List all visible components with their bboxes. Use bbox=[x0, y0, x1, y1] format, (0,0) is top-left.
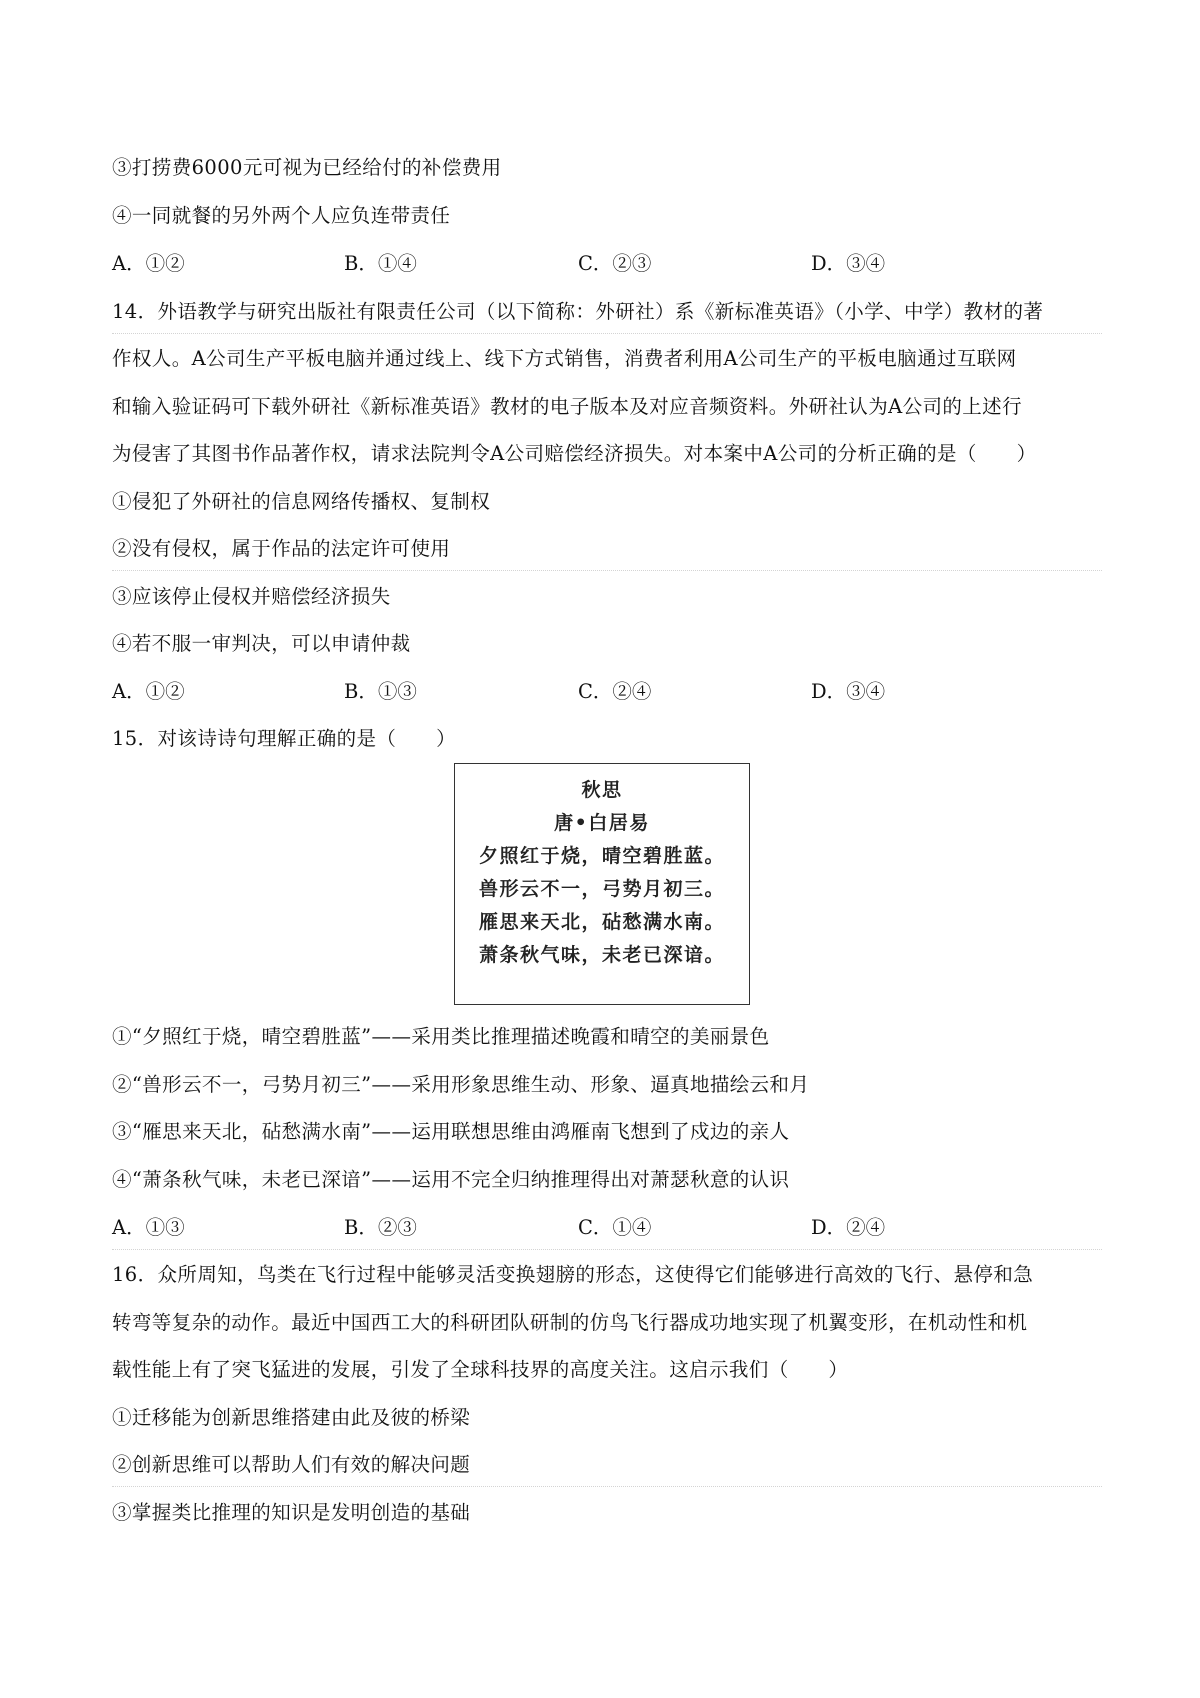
q15-option-b: B．②③ bbox=[344, 1216, 417, 1239]
poem-line-4: 萧条秋气味，未老已深谙。 bbox=[478, 944, 725, 966]
q13-option-a: A．①② bbox=[112, 252, 185, 275]
dotted-divider bbox=[112, 333, 1102, 334]
poem-line-2: 兽形云不一，弓势月初三。 bbox=[478, 878, 725, 900]
q14-stem-line-4: 为侵害了其图书作品著作权，请求法院判令A公司赔偿经济损失。对本案中A公司的分析正确的是（ ） bbox=[112, 442, 1037, 465]
q14-stem-line-1: 14．外语教学与研究出版社有限责任公司（以下简称：外研社）系《新标准英语》（小学、中学）教材的著 bbox=[112, 300, 1044, 323]
q15-item-2: ②“兽形云不一，弓势月初三”——采用形象思维生动、形象、逼真地描绘云和月 bbox=[112, 1073, 810, 1096]
q13-option-b: B．①④ bbox=[344, 252, 417, 275]
q14-item-4: ④若不服一审判决，可以申请仲裁 bbox=[112, 632, 411, 655]
q15-item-1: ①“夕照红于烧，晴空碧胜蓝”——采用类比推理描述晚霞和晴空的美丽景色 bbox=[112, 1025, 770, 1048]
q13-option-d: D．③④ bbox=[811, 252, 886, 275]
q15-item-3: ③“雁思来天北，砧愁满水南”——运用联想思维由鸿雁南飞想到了戍边的亲人 bbox=[112, 1120, 790, 1143]
dotted-divider bbox=[112, 1249, 1102, 1250]
poem-author: 唐•白居易 bbox=[554, 812, 650, 834]
q15-stem: 15．对该诗诗句理解正确的是（ ） bbox=[112, 727, 457, 750]
q15-option-d: D．②④ bbox=[811, 1216, 886, 1239]
q16-item-3: ③掌握类比推理的知识是发明创造的基础 bbox=[112, 1501, 471, 1524]
q15-option-a: A．①③ bbox=[112, 1216, 185, 1239]
q14-item-3: ③应该停止侵权并赔偿经济损失 bbox=[112, 585, 391, 608]
dotted-divider bbox=[112, 570, 1102, 571]
q14-stem-line-2: 作权人。A公司生产平板电脑并通过线上、线下方式销售，消费者利用A公司生产的平板电脑通过互联网 bbox=[112, 347, 1017, 370]
q15-item-4: ④“萧条秋气味，未老已深谙”——运用不完全归纳推理得出对萧瑟秋意的认识 bbox=[112, 1168, 790, 1191]
q16-item-1: ①迁移能为创新思维搭建由此及彼的桥梁 bbox=[112, 1406, 471, 1429]
poem-line-3: 雁思来天北，砧愁满水南。 bbox=[478, 911, 725, 933]
q13-option-c: C．②③ bbox=[578, 252, 652, 275]
q16-stem-line-1: 16．众所周知，鸟类在飞行过程中能够灵活变换翅膀的形态，这使得它们能够进行高效的飞行、悬停和急 bbox=[112, 1263, 1034, 1286]
q16-item-2: ②创新思维可以帮助人们有效的解决问题 bbox=[112, 1453, 471, 1476]
poem-title: 秋思 bbox=[581, 779, 623, 801]
q14-item-2: ②没有侵权，属于作品的法定许可使用 bbox=[112, 537, 451, 560]
q14-stem-line-3: 和输入验证码可下载外研社《新标准英语》教材的电子版本及对应音频资料。外研社认为A公司的上述行 bbox=[112, 395, 1022, 418]
poem-line-1: 夕照红于烧，晴空碧胜蓝。 bbox=[478, 845, 725, 867]
q14-option-a: A．①② bbox=[112, 680, 185, 703]
q14-option-c: C．②④ bbox=[578, 680, 652, 703]
poem-box bbox=[454, 763, 750, 1005]
q13-item-3: ③打捞费6000元可视为已经给付的补偿费用 bbox=[112, 156, 502, 179]
q16-stem-line-2: 转弯等复杂的动作。最近中国西工大的科研团队研制的仿鸟飞行器成功地实现了机翼变形，在机动性和机 bbox=[112, 1311, 1028, 1334]
q15-option-c: C．①④ bbox=[578, 1216, 652, 1239]
q14-option-b: B．①③ bbox=[344, 680, 417, 703]
q13-item-4: ④一同就餐的另外两个人应负连带责任 bbox=[112, 204, 451, 227]
q14-option-d: D．③④ bbox=[811, 680, 886, 703]
q16-stem-line-3: 载性能上有了突飞猛进的发展，引发了全球科技界的高度关注。这启示我们（ ） bbox=[112, 1358, 849, 1381]
q14-item-1: ①侵犯了外研社的信息网络传播权、复制权 bbox=[112, 490, 491, 513]
dotted-divider bbox=[112, 1486, 1102, 1487]
